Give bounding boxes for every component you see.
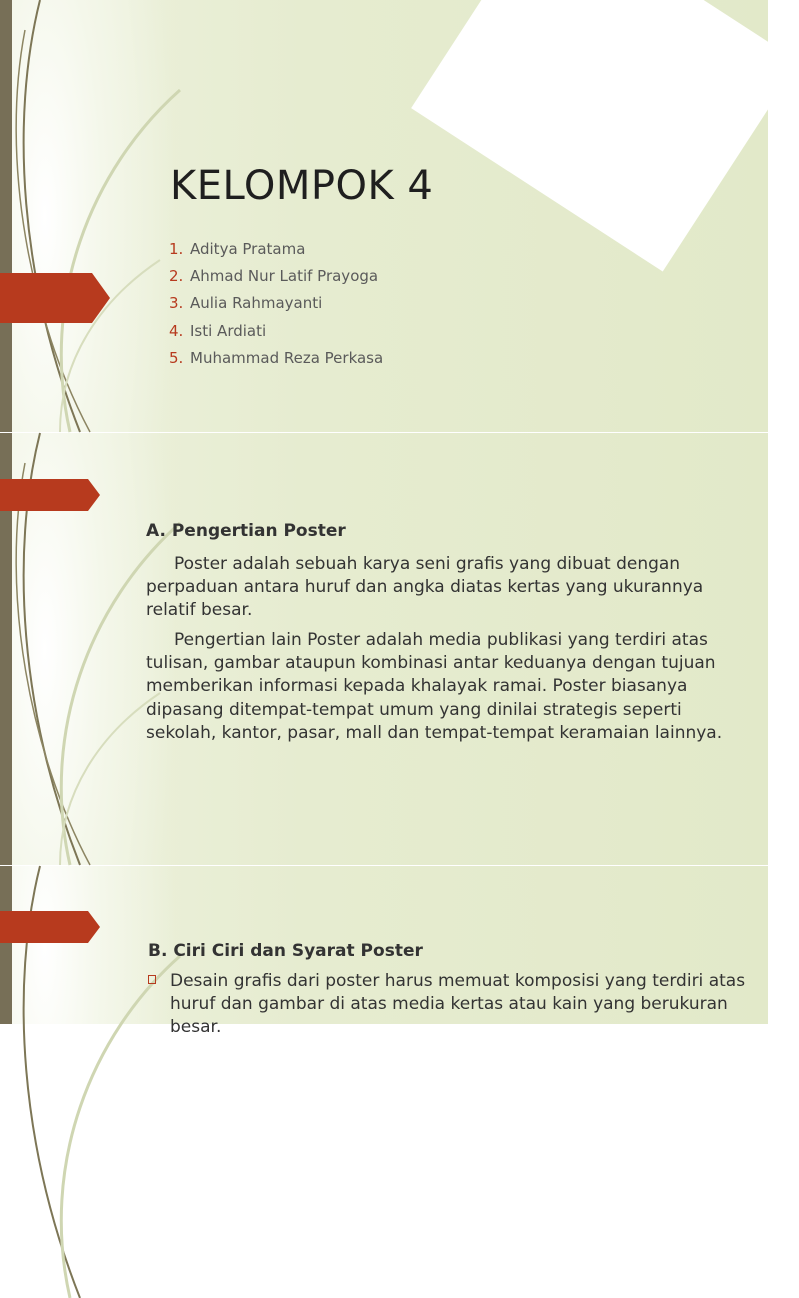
list-item: 2. Ahmad Nur Latif Prayoga	[169, 267, 379, 286]
section-heading: B. Ciri Ciri dan Syarat Poster	[148, 941, 423, 961]
slide-title: KELOMPOK 4	[170, 163, 434, 209]
paragraph: Pengertian lain Poster adalah media publikasi yang terdiri atas tulisan, gambar ataupun kombinasi antar keduanya dengan tujuan memberikan informasi kepada khalayak ramai. Poster biasanya dipasang ditempat-tempat umum yang dinilai strategis seperti sekolah, kantor, pasar, mall dan tempat-tempat keramaian lainnya.	[146, 630, 723, 743]
slide-1	[0, 0, 768, 432]
slide-2	[0, 433, 768, 865]
slide-3	[0, 866, 768, 1038]
list-item: Desain grafis dari poster harus memuat komposisi yang terdiri atas huruf dan gambar di atas media kertas atau kain yang berukuran besar.	[148, 970, 758, 1040]
square-bullet-icon	[148, 975, 156, 984]
section-heading: A. Pengertian Poster	[146, 521, 346, 541]
bullet-list	[148, 970, 758, 1040]
list-item: 3. Aulia Rahmayanti	[169, 294, 323, 313]
member-list	[169, 236, 383, 372]
paragraph: Poster adalah sebuah karya seni grafis yang dibuat dengan perpaduan antara huruf dan angka diatas kertas yang ukurannya relatif besar.	[146, 554, 704, 621]
list-item: 5. Muhammad Reza Perkasa	[169, 348, 384, 367]
list-item: 1. Aditya Pratama	[169, 240, 306, 258]
white-card-decoration	[411, 0, 799, 272]
red-tab-marker	[0, 479, 110, 511]
red-tab-marker	[0, 911, 110, 943]
red-tab-marker	[0, 273, 110, 323]
list-item: 4. Isti Ardiati	[169, 321, 267, 340]
